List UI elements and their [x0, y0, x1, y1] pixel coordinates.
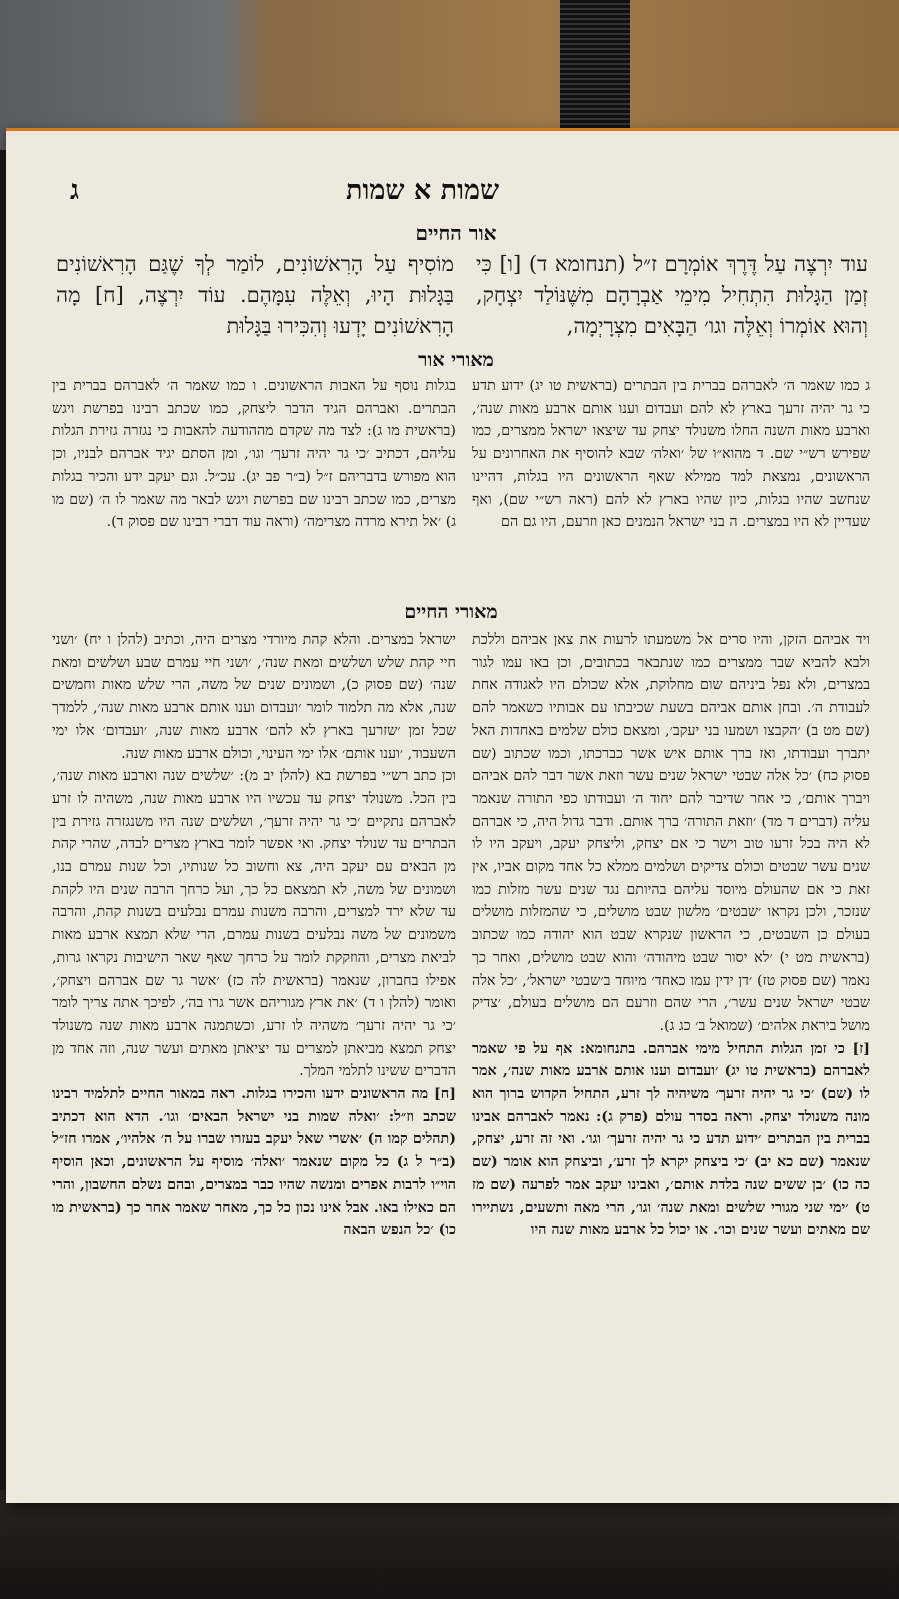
page-number: ג: [70, 175, 79, 206]
meorei-hachaim-right-text-1: ויד אביהם הזקן, והיו סרים אל משמעתו לרעות את צאן אביהם וללכת ולבא להביא שבר ממצרים כמו שנתבאר בכתובים, וכן באו עמו לגור במצרים, ולא נפל ביניהם שום מחלוקת, אלא שכולם היו לאגודה אחת לעבודת ה׳. ובחן אותם אביהם בשעת שכיבתו עם אבותיו כשאמר להם (שם מט ב) ׳הקבצו ושמעו בני יעקב׳, ומצאם כולם שלמים באחדות האל יתברך ועבודתו, ואז ברך אותם איש אשר כברכתו, וכמו שכתוב (שם פסוק כח) ׳כל אלה שבטי ישראל שנים עשר וזאת אשר דבר להם אביהם ויברך אותם׳, כי אחר שדיבר להם יחוד ה׳ ועבודתו כפי התורה שנאמר עליה (דברים ד מד) ׳וזאת התורה׳ ברך אותם. ודבר גדול היה, כי אברהם לא היה בכל זרעו טוב וישר כי אם יצחק, וליצחק יעקב, ויעקב היו לו שנים עשר שבטים וכולם צדיקים ושלמים ממלא כל אחד מקום אביו, אין זאת כי אם שהעולם מיוסד עליהם בהיותם נגד שנים עשר מזלות כמו שנזכר, ולכן נקראו ׳שבטים׳ מלשון שבט מושלים, כי שהמזלות מושלים בעולם כן השבטים, כי הראשון שנקרא שבט הוא יהודה כמו שכתוב (בראשית מט י) ׳לא יסור שבט מיהודה׳ והוא שבט מושלים, ואחר כך נאמר (שם פסוק טז) ׳דן ידין עמו כאחד׳ מיוחד ב׳שבטי ישראל׳, ׳כל אלה שבטי ישראל שנים עשר׳, הרי שהם וזרעם הם מושלים בעולם, ׳צדיק מושל ביראת אלהים׳ (שמואל ב׳ כג ג).: [472, 632, 870, 1034]
meorei-hachaim-right-column: [472, 629, 870, 1339]
meorei-hachaim-right-text-2: [ז] כי זמן הגלות התחיל מימי אברהם. בתנחומא: אף על פי שאמר לאברהם (בראשית טו יג) ׳ועבדום וענו אותם ארבע מאות שנה׳, אמר לו (שם) ׳כי גר יהיה זרעך׳ משיהיה לך זרע, התחיל הקדוש ברוך הוא מונה משנולד יצחק. וראה בסדר עולם (פרק ג): נאמר לאברהם אבינו בברית בין הבתרים ׳ידוע תדע כי גר יהיה זרעך׳ וגו׳. ואי זה זרע, יצחק, שנאמר (שם כא יב) ׳כי ביצחק יקרא לך זרע׳, וביצחק הוא אומר (שם כה כו) ׳בן ששים שנה בלדת אותם׳, ואבינו יעקב אמר לפרעה (שם מז ט) ׳ימי שני מגורי שלשים ומאת שנה׳ וגו׳, הרי מאה ותשעים, נשתיירו שם מאתים ועשר שנים וכו׳. או יכול כל ארבע מאות שנה היו: [472, 1040, 870, 1239]
meorei-hachaim-left-text-1: ישראל במצרים. והלא קהת מיורדי מצרים היה, וכתיב (להלן ו יח) ׳ושני חיי קהת שלש ושלשים ומאת שנה׳, ׳ושני חיי עמרם שבע ושלשים ומאת שנה׳ (שם פסוק כ), ושמונים שנים של משה, הרי שלש מאות וחמשים שנה, אלא מה תלמוד לומר ׳ועבדום וענו אותם ארבע מאות שנה׳, ללמדך שכל זמן ׳שזרעך בארץ לא להם׳ ארבע מאות שנה, ׳ועבדום׳ אלו ימי השעבוד, ׳וענו אותם׳ אלו ימי העינוי, וכולם ארבע מאות שנה.: [52, 632, 456, 762]
or-hachaim-heading: אור החיים: [415, 221, 497, 245]
meorei-hachaim-left-text-2: וכן כתב רש״י בפרשת בא (להלן יב מ): ׳שלשים שנה וארבע מאות שנה׳, בין הכל. משנולד יצחק עד עכשיו היו ארבע מאות שנה, משהיה לו זרע לאברהם נתקיים ׳כי גר יהיה זרעך׳, ושלשים שנה היו משנגזרה גזירת בין הבתרים עד שנולד יצחק. ואי אפשר לומר בארץ מצרים לבדה, שהרי קהת מן הבאים עם יעקב היה, צא וחשוב כל שנותיו, וכל שנות עמרם בנו, ושמונים של משה, לא תמצאם כל כך, ועל כרחך הרבה שנים היו לקהת עד שלא ירד למצרים, והרבה משנות עמרם נבלעים בשנות קהת, והרבה משמונים של משה נבלעים בשנות עמרם, הרי שלא תמצא ארבע מאות לביאת מצרים, והוזקקת לומר על כרחך שאף שאר הישיבות נקראו גרות, אפילו בחברון, שנאמר (בראשית לה כז) ׳אשר גר שם אברהם ויצחק׳, ואומר (להלן ו ד) ׳את ארץ מגוריהם אשר גרו בה׳, לפיכך אתה צריך לומר ׳כי גר יהיה זרעך׳ משהיה לו זרע, וכשתמנה ארבע מאות שנה משנולד יצחק תמצא מביאתן למצרים עד יציאתן מאתים ועשר שנה, וזה אחד מן הדברים ששינו לתלמי המלך.: [52, 768, 456, 1080]
background-table: [0, 1490, 899, 1599]
or-hachaim-left-text: מוֹסִיף עַל הָרִאשׁוֹנִים, לוֹמַר לְךָ שֶׁגַּם הָרִאשׁוֹנִים בַּגָּלוּת הָיוּ, וְאֵלֶּה עִמָּהֶם. עוֹד יִרְצֶה, [ח] מָה הָרִאשׁוֹנִים יָדְעוּ וְהִכִּירוּ בַּגָּלוּת: [56, 252, 454, 338]
or-hachaim-left-column: [56, 249, 454, 349]
page-title: שמות א שמות: [346, 175, 500, 206]
or-hachaim-right-column: [476, 249, 868, 349]
background-binder: [560, 0, 630, 130]
meorei-or-left-column: [52, 375, 456, 583]
meorei-or-right-text: ג כמו שאמר ה׳ לאברהם בברית בין הבתרים (בראשית טו יג) ידוע תדע כי גר יהיה זרעך בארץ לא להם ועבדום וענו אותם ארבע מאות שנה׳, וארבע מאות השנה החלו משנולד יצחק עד שיצאו ישראל ממצרים, כמו שפירש רש״י שם. ד מהוא״ו של ׳ואלה׳ שבא להוסיף את האחרונים על הראשונים, נמצאת למד ממילא שאף הראשונים היו בגלות, דהיינו שנחשב שהיו בגלות, כיון שהיו בארץ לא להם (ראה רש״י שם), ואף שעדיין לא היו במצרים. ה בני ישראל הנמנים כאן וזרעם, היו גם הם: [472, 378, 870, 531]
meorei-hachaim-left-column: [52, 629, 456, 1339]
book-page: [6, 128, 899, 1503]
running-head: [6, 175, 899, 215]
or-hachaim-right-text: עוד יִרְצֶה עַל דֶּרֶךְ אוֹמְרָם ז״ל (תנחומא ד) [ו] כִּי זְמַן הַגָּלוּת הִתְחִיל מִימֵי אַבְרָהָם מִשֶּׁנּוֹלַד יִצְחָק, וְהוּא אוֹמְרוֹ וְאֵלֶּה וגו׳ הַבָּאִים מִצְרָיְמָה,: [476, 252, 868, 338]
meorei-hachaim-left-text-3: [ח] מה הראשונים ידעו והכירו בגלות. ראה במאור החיים לתלמיד רבינו שכתב וז״ל: ׳ואלה שמות בני ישראל הבאים׳ וגו׳. הדא הוא דכתיב (תהלים קמו ה) ׳אשרי שאל יעקב בעזרו שברו על ה׳ אלהיו׳, אמרו חז״ל (ב״ר ל ג) כל מקום שנאמר ׳ואלה׳ מוסיף על הראשונים, וכאן הוסיף הוי״ו לרבות אפרים ומנשה שהיו כבר במצרים, ובהם נשלם החשבון, והרי הם כאילו באו. אבל אינו נכון כל כך, מאחר שאמר אחר כך (בראשית מו כו) ׳כל הנפש הבאה: [52, 1086, 456, 1239]
meorei-or-left-text: בגלות נוסף על האבות הראשונים. ו כמו שאמר ה׳ לאברהם בברית בין הבתרים. ואברהם הגיד הדבר ליצחק, כמו שכתב רבינו בפרשת ויגש (בראשית מו ג): לצד מה שקדם מההודעה להאבות כי נגזרה גזירת הגלות עליהם, דכתיב ׳כי גר יהיה זרעך׳ וגו׳, ומן הסתם יגיד אברהם לבניו, וכן הוא מפורש בדבריהם ז״ל (ב״ר פב יג). עכ״ל. וגם יעקב ידע והכיר בגלות מצרים, כמו שכתב רבינו שם בפרשת ויגש לבאר מה שאמר לו ה׳ (שם מו ג) ׳אל תירא מרדה מצרימה׳ (וראה עוד דברי רבינו שם פסוק ד).: [52, 378, 456, 531]
meorei-hachaim-heading: מאורי החיים: [404, 601, 498, 623]
meorei-or-heading: מאורי אור: [418, 349, 494, 371]
meorei-or-right-column: [472, 375, 870, 583]
